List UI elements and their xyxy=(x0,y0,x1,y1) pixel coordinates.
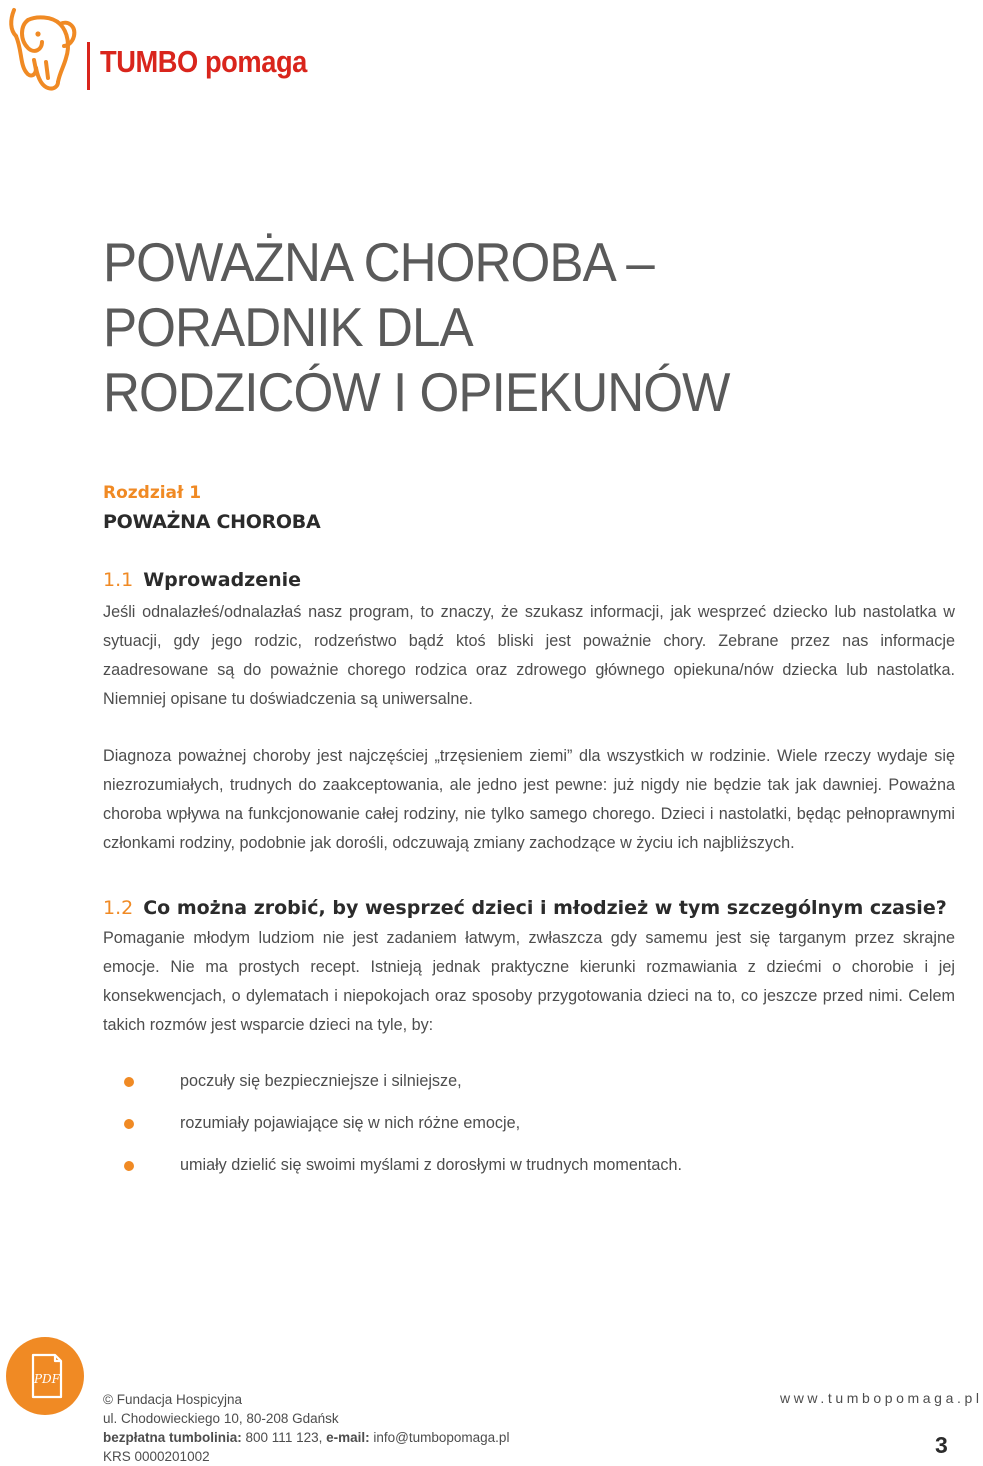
elephant-logo-icon xyxy=(6,6,78,92)
page-number: 3 xyxy=(935,1432,948,1458)
email-label: e-mail: xyxy=(326,1430,370,1445)
section-number: 1.1 xyxy=(103,569,134,591)
email-link[interactable]: info@tumbopomaga.pl xyxy=(373,1430,510,1445)
list-item xyxy=(103,1144,943,1186)
footer-helpline xyxy=(103,1428,509,1447)
intro-paragraph: Jeśli odnalazłeś/odnalazłaś nasz program, to znaczy, że szukasz informacji, jak wesprzeć dziecko lub nastolatka w sytuacji, gdy jego rodzic, rodzeństwo bądź ktoś bliski jest poważnie chory. Zebrane przez nas informacje zaadresowane są do poważnie chorego rodzica oraz zdrowego głównego opiekuna/nów dziecka lub nastolatka. Niemniej opisane tu doświadczenia są uniwersalne. xyxy=(103,603,955,708)
list-item-text: umiały dzielić się swoimi myślami z dorosłymi w trudnych momentach. xyxy=(180,1156,682,1174)
website-link[interactable]: www.tumbopomaga.pl xyxy=(780,1390,983,1406)
header-divider xyxy=(87,42,90,90)
helpline-number: 800 111 123, xyxy=(245,1430,323,1445)
section-title: Co można zrobić, by wesprzeć dzieci i młodzież w tym szczególnym czasie? xyxy=(143,897,947,919)
section-number: 1.2 xyxy=(103,897,134,919)
chapter-label: Rozdział 1 xyxy=(103,483,202,503)
footer-krs: KRS 0000201002 xyxy=(103,1449,210,1464)
pdf-label: PDF xyxy=(33,1372,61,1386)
footer-address: ul. Chodowieckiego 10, 80-208 Gdańsk xyxy=(103,1411,339,1426)
pdf-icon[interactable] xyxy=(6,1337,84,1415)
diagnosis-paragraph: Diagnoza poważnej choroby jest najczęściej „trzęsieniem ziemi” dla wszystkich w rodzinie. Wiele rzeczy wydaje się niezrozumiałych, trudnych do zaakceptowania, ale jedno jest pewne: już nigdy nie będzie tak jak dawniej. Poważna choroba wpływa na funkcjonowanie całej rodziny, nie tylko samego chorego. Dzieci i nastolatki, będąc pełnoprawnymi członkami rodziny, podobnie jak dorośli, odczuwają zmiany zachodzące w życiu ich najbliższych. xyxy=(103,747,955,852)
footer-org: © Fundacja Hospicyjna xyxy=(103,1392,243,1407)
list-item xyxy=(103,1060,943,1102)
helpline-label: bezpłatna tumbolinia: xyxy=(103,1430,242,1445)
section-heading-intro xyxy=(103,569,301,591)
section-heading-support xyxy=(103,897,947,919)
section-title: Wprowadzenie xyxy=(143,569,302,591)
bullet-icon xyxy=(124,1077,134,1087)
bullet-icon xyxy=(124,1161,134,1171)
title-line: PORADNIK DLA xyxy=(103,296,473,358)
list-item-text: rozumiały pojawiające się w nich różne emocje, xyxy=(180,1114,521,1132)
footer-contact xyxy=(103,1390,509,1466)
bullet-icon xyxy=(124,1119,134,1129)
title-line: RODZICÓW I OPIEKUNÓW xyxy=(103,361,730,423)
page-title xyxy=(103,230,923,425)
list-item-text: poczuły się bezpieczniejsze i silniejsze, xyxy=(180,1072,462,1090)
list-item xyxy=(103,1102,943,1144)
title-line: POWAŻNA CHOROBA – xyxy=(103,231,654,293)
support-paragraph: Pomaganie młodym ludziom nie jest zadaniem łatwym, zwłaszcza gdy samemu jest się targanym przez skrajne emocje. Nie ma prostych recept. Istnieją jednak praktyczne kierunki rozmawiania z dziećmi o chorobie i jej konsekwencjach, o dylematach i niepokojach oraz sposoby przygotowania dzieci na to, co jeszcze przed nimi. Celem takich rozmów jest wsparcie dzieci na tyle, by: xyxy=(103,929,955,1034)
chapter-title: POWAŻNA CHOROBA xyxy=(103,511,321,533)
goals-list xyxy=(103,1060,943,1186)
brand-name[interactable]: TUMBO pomaga xyxy=(100,44,307,79)
